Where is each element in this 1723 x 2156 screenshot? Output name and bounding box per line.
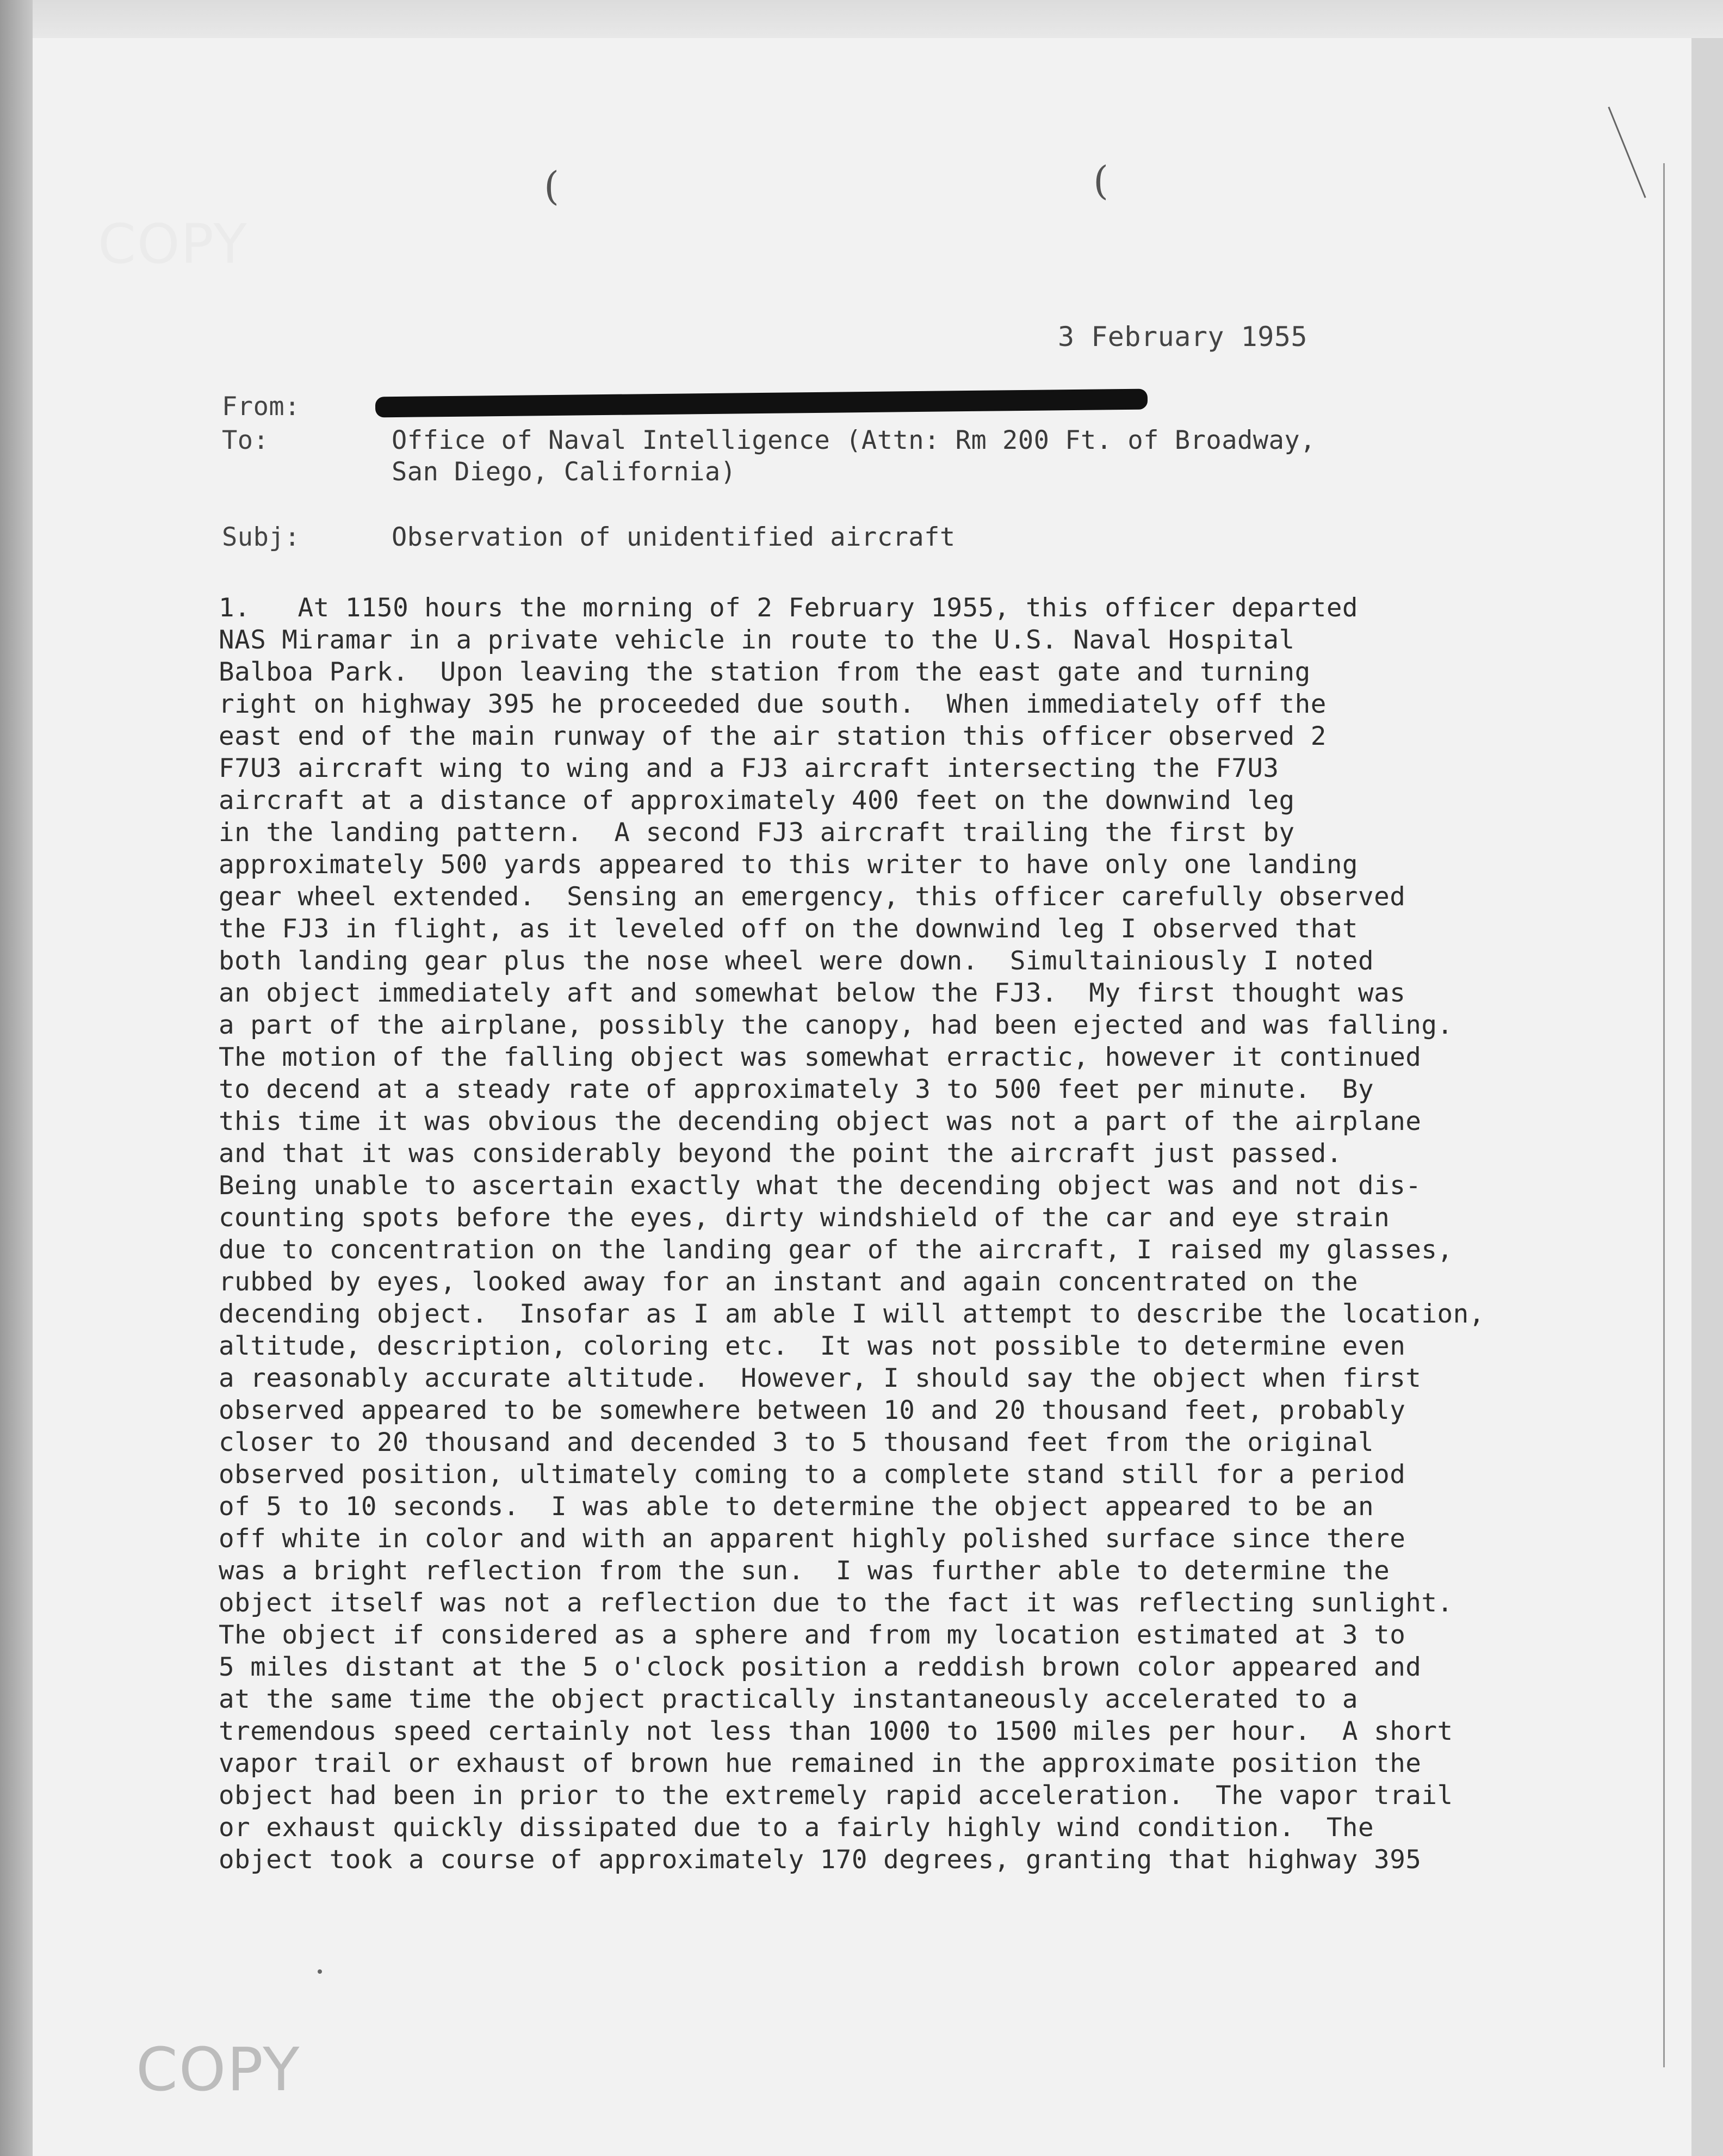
body-line: The object if considered as a sphere and from my location estimated at 3 to	[219, 1620, 1406, 1650]
punch-mark-left: (	[544, 163, 560, 209]
body-line: off white in color and with an apparent highly polished surface since there	[219, 1524, 1406, 1554]
to-line-1: Office of Naval Intelligence (Attn: Rm 200 Ft. of Broadway,	[392, 425, 1316, 455]
punch-mark-right: (	[1093, 158, 1109, 203]
body-line: object itself was not a reflection due to the fact it was reflecting sunlight.	[219, 1588, 1453, 1618]
body-line: of 5 to 10 seconds. I was able to determine the object appeared to be an	[219, 1492, 1374, 1522]
body-line: aircraft at a distance of approximately 400 feet on the downwind leg	[219, 786, 1295, 816]
body-line: a part of the airplane, possibly the canopy, had been ejected and was falling.	[219, 1010, 1453, 1040]
to-line-2: San Diego, California)	[392, 457, 736, 487]
body-line: The motion of the falling object was somewhat erractic, however it continued	[219, 1042, 1422, 1072]
body-line: counting spots before the eyes, dirty windshield of the car and eye strain	[219, 1203, 1390, 1233]
body-line: altitude, description, coloring etc. It was not possible to determine even	[219, 1331, 1406, 1361]
body-line: tremendous speed certainly not less than 1000 to 1500 miles per hour. A short	[219, 1716, 1453, 1746]
body-line: an object immediately aft and somewhat below the FJ3. My first thought was	[219, 978, 1406, 1008]
body-line: decending object. Insofar as I am able I will attempt to describe the location,	[219, 1299, 1485, 1329]
margin-mark	[1608, 107, 1646, 198]
body-line: this time it was obvious the decending object was not a part of the airplane	[219, 1107, 1422, 1136]
body-line: a reasonably accurate altitude. However, I should say the object when first	[219, 1363, 1422, 1393]
body-line: Balboa Park. Upon leaving the station from the east gate and turning	[219, 657, 1311, 687]
scan-edge-top	[0, 0, 1723, 38]
body-line: 5 miles distant at the 5 o'clock position a reddish brown color appeared and	[219, 1652, 1422, 1682]
body-line: object took a course of approximately 170 degrees, granting that highway 395	[219, 1845, 1422, 1875]
to-label: To:	[222, 425, 269, 455]
body-line: NAS Miramar in a private vehicle in route to the U.S. Naval Hospital	[219, 625, 1295, 655]
body-line: closer to 20 thousand and decended 3 to 5 thousand feet from the original	[219, 1428, 1374, 1457]
body-line: was a bright reflection from the sun. I was further able to determine the	[219, 1556, 1390, 1586]
body-line: and that it was considerably beyond the point the aircraft just passed.	[219, 1139, 1342, 1169]
body-line: approximately 500 yards appeared to this writer to have only one landing	[219, 850, 1359, 880]
body-line: at the same time the object practically instantaneously accelerated to a	[219, 1684, 1359, 1714]
body-line: vapor trail or exhaust of brown hue remained in the approximate position the	[219, 1749, 1422, 1778]
redacted-sender	[375, 389, 1148, 418]
ink-dot	[318, 1969, 322, 1974]
body-line: both landing gear plus the nose wheel were down. Simultainiously I noted	[219, 946, 1374, 976]
from-label: From:	[222, 392, 300, 422]
body-line: to decend at a steady rate of approximately 3 to 500 feet per minute. By	[219, 1074, 1374, 1104]
body-line: due to concentration on the landing gear of the aircraft, I raised my glasses,	[219, 1235, 1453, 1265]
document-page	[33, 38, 1691, 2156]
body-line: 1. At 1150 hours the morning of 2 February 1955, this officer departed	[219, 593, 1359, 623]
subject-line: Observation of unidentified aircraft	[392, 522, 956, 552]
faint-copy-stamp: COPY	[98, 212, 248, 276]
body-line: or exhaust quickly dissipated due to a fairly highly wind condition. The	[219, 1813, 1374, 1843]
body-line: object had been in prior to the extremely rapid acceleration. The vapor trail	[219, 1781, 1453, 1811]
body-line: observed appeared to be somewhere between 10 and 20 thousand feet, probably	[219, 1395, 1406, 1425]
body-line: east end of the main runway of the air station this officer observed 2	[219, 721, 1327, 751]
body-line: observed position, ultimately coming to a complete stand still for a period	[219, 1460, 1406, 1490]
document-date: 3 February 1955	[1058, 321, 1308, 353]
body-line: the FJ3 in flight, as it leveled off on the downwind leg I observed that	[219, 914, 1359, 944]
body-line: in the landing pattern. A second FJ3 aircraft trailing the first by	[219, 818, 1295, 848]
body-line: right on highway 395 he proceeded due south. When immediately off the	[219, 689, 1327, 719]
copy-stamp: COPY	[136, 2035, 301, 2104]
page-edge-line	[1663, 163, 1665, 2067]
scan-edge-left	[0, 0, 33, 2156]
body-line: Being unable to ascertain exactly what the decending object was and not dis-	[219, 1171, 1422, 1201]
body-line: F7U3 aircraft wing to wing and a FJ3 aircraft intersecting the F7U3	[219, 753, 1279, 783]
body-line: rubbed by eyes, looked away for an instant and again concentrated on the	[219, 1267, 1359, 1297]
body-line: gear wheel extended. Sensing an emergency, this officer carefully observed	[219, 882, 1406, 912]
subj-label: Subj:	[222, 522, 300, 552]
